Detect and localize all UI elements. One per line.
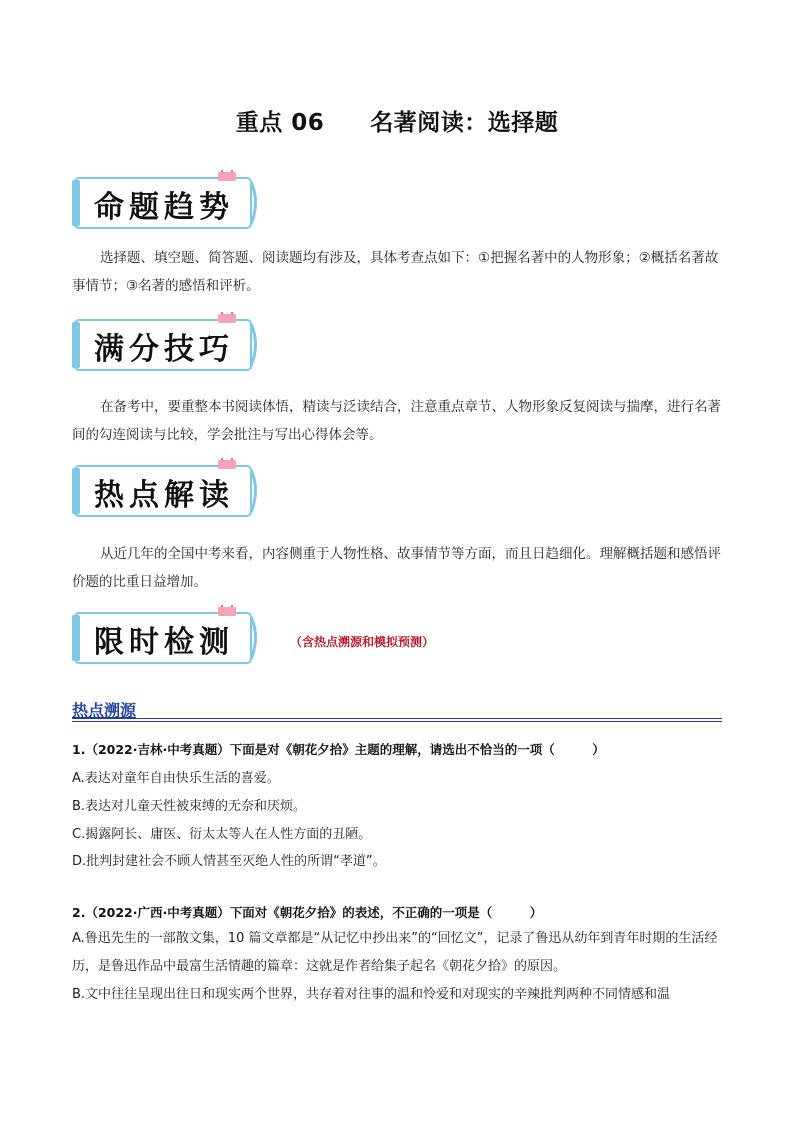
banner-trend [72,170,268,232]
paragraph-skills: 在备考中，要重整本书阅读体悟，精读与泛读结合，注意重点章节、人物形象反复阅读与揣摩，进行名著间的勾连阅读与比较，学会批注与写出心得体会等。 [72,399,721,443]
banner-hotspot-label: 热点解读 [94,478,234,513]
question-1-option-b: B.表达对儿童天性被束缚的无奈和厌烦。 [72,799,307,814]
banner-hotspot [72,458,268,520]
banner-skills [72,312,268,374]
page-title-prefix: 重点 06 [235,110,325,136]
banner-trend-label: 命题趋势 [94,190,234,225]
question-1-option-a: A.表达对童年自由快乐生活的喜爱。 [72,771,280,786]
page-title-main: 名著阅读：选择题 [370,110,559,136]
question-2-option-a: A.鲁迅先生的一部散文集，10 篇文章都是“从记忆中抄出来”的“回忆文”，记录了鲁迅从幼年到青年时期的生活经历，是鲁迅作品中最富生活情趣的篇章：这就是作者给集子起名《朝花夕拾》的原因。 [72,931,718,974]
source-heading: 热点溯源 [72,701,137,720]
question-1-option-d: D.批判封建社会不顾人情甚至灭绝人性的所谓“孝道”。 [72,854,386,869]
banner-skills-label: 满分技巧 [94,332,234,367]
banner-timed-test-label: 限时检测 [94,625,234,660]
question-2-stem: 2.（2022·广西·中考真题）下面对《朝花夕拾》的表述，不正确的一项是（ ） [72,905,543,920]
timed-test-note: （含热点溯源和模拟预测） [290,635,435,649]
heading-rule [72,721,722,722]
paragraph-hotspot: 从近几年的全国中考来看，内容侧重于人物性格、故事情节等方面，而且日趋细化。理解概括题和感悟评价题的比重日益增加。 [72,546,721,590]
page-title [0,104,794,137]
heading-rule [72,718,722,719]
question-1-stem: 1.（2022·吉林·中考真题）下面是对《朝花夕拾》主题的理解，请选出不恰当的一项（ ） [72,742,605,757]
question-1-option-c: C.揭露阿长、庸医、衍太太等人在人性方面的丑陋。 [72,827,372,842]
banner-timed-test [72,605,268,667]
paragraph-trend: 选择题、填空题、简答题、阅读题均有涉及，具体考查点如下：①把握名著中的人物形象；②概括名著故事情节；③名著的感悟和评析。 [72,250,719,294]
question-2-option-b: B.文中往往呈现出往日和现实两个世界，共存着对往事的温和怜爱和对现实的辛辣批判两种不同情感和温 [72,987,671,1002]
